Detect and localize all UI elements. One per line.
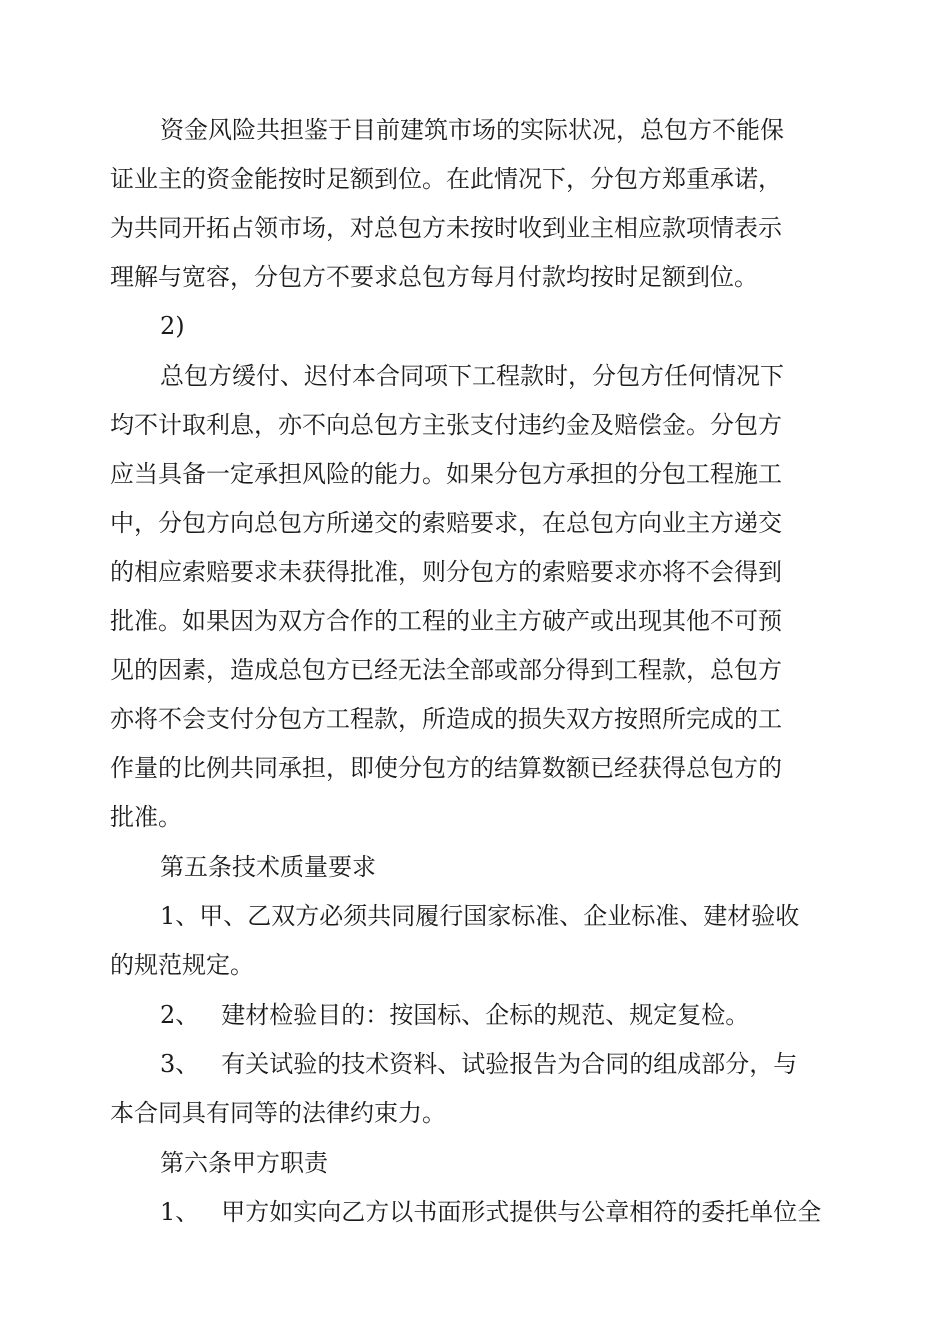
clause-5-3-line-2: 本合同具有同等的法律约束力。 [110,1099,446,1127]
paragraph-line-7: 应当具备一定承担风险的能力。如果分包方承担的分包工程施工 [110,460,782,488]
paragraph-line-9: 的相应索赔要求未获得批准，则分包方的索赔要求亦将不会得到 [110,558,782,586]
clause-5-1-line-2: 的规范规定。 [110,951,254,979]
paragraph-line-10: 批准。如果因为双方合作的工程的业主方破产或出现其他不可预 [110,607,782,635]
paragraph-line-2: 证业主的资金能按时足额到位。在此情况下，分包方郑重承诺， [110,165,782,193]
paragraph-line-6: 均不计取利息，亦不向总包方主张支付违约金及赔偿金。分包方 [110,411,782,439]
clause-text: 建材检验目的：按国标、企标的规范、规定复检。 [221,1001,750,1029]
paragraph-line-12: 亦将不会支付分包方工程款，所造成的损失双方按照所完成的工 [110,705,782,733]
clause-number: 2、 [160,1001,200,1029]
paragraph-line-3: 为共同开拓占领市场，对总包方未按时收到业主相应款项情表示 [110,214,782,242]
clause-number: 1、 [160,1198,200,1226]
section-heading-6: 第六条甲方职责 [160,1149,328,1177]
paragraph-line-1: 资金风险共担鉴于目前建筑市场的实际状况，总包方不能保 [160,116,784,144]
paragraph-line-4: 理解与宽容，分包方不要求总包方每月付款均按时足额到位。 [110,263,758,291]
clause-6-1-line-1 [160,1192,840,1232]
clause-number: 3、 [160,1050,200,1078]
clause-5-1-line-1: 1、甲、乙双方必须共同履行国家标准、企业标准、建材验收 [160,902,800,930]
paragraph-line-14: 批准。 [110,803,182,831]
clause-5-3-line-1 [160,1044,840,1084]
item-number-2: 2) [160,312,185,340]
paragraph-line-5: 总包方缓付、迟付本合同项下工程款时，分包方任何情况下 [160,362,784,390]
clause-text: 甲方如实向乙方以书面形式提供与公章相符的委托单位全 [221,1198,822,1226]
clause-5-2 [160,995,840,1035]
paragraph-line-13: 作量的比例共同承担，即使分包方的结算数额已经获得总包方的 [110,754,782,782]
paragraph-line-11: 见的因素，造成总包方已经无法全部或部分得到工程款，总包方 [110,656,782,684]
section-heading-5: 第五条技术质量要求 [160,853,376,881]
clause-text: 有关试验的技术资料、试验报告为合同的组成部分，与 [221,1050,798,1078]
paragraph-line-8: 中，分包方向总包方所递交的索赔要求，在总包方向业主方递交 [110,509,782,537]
